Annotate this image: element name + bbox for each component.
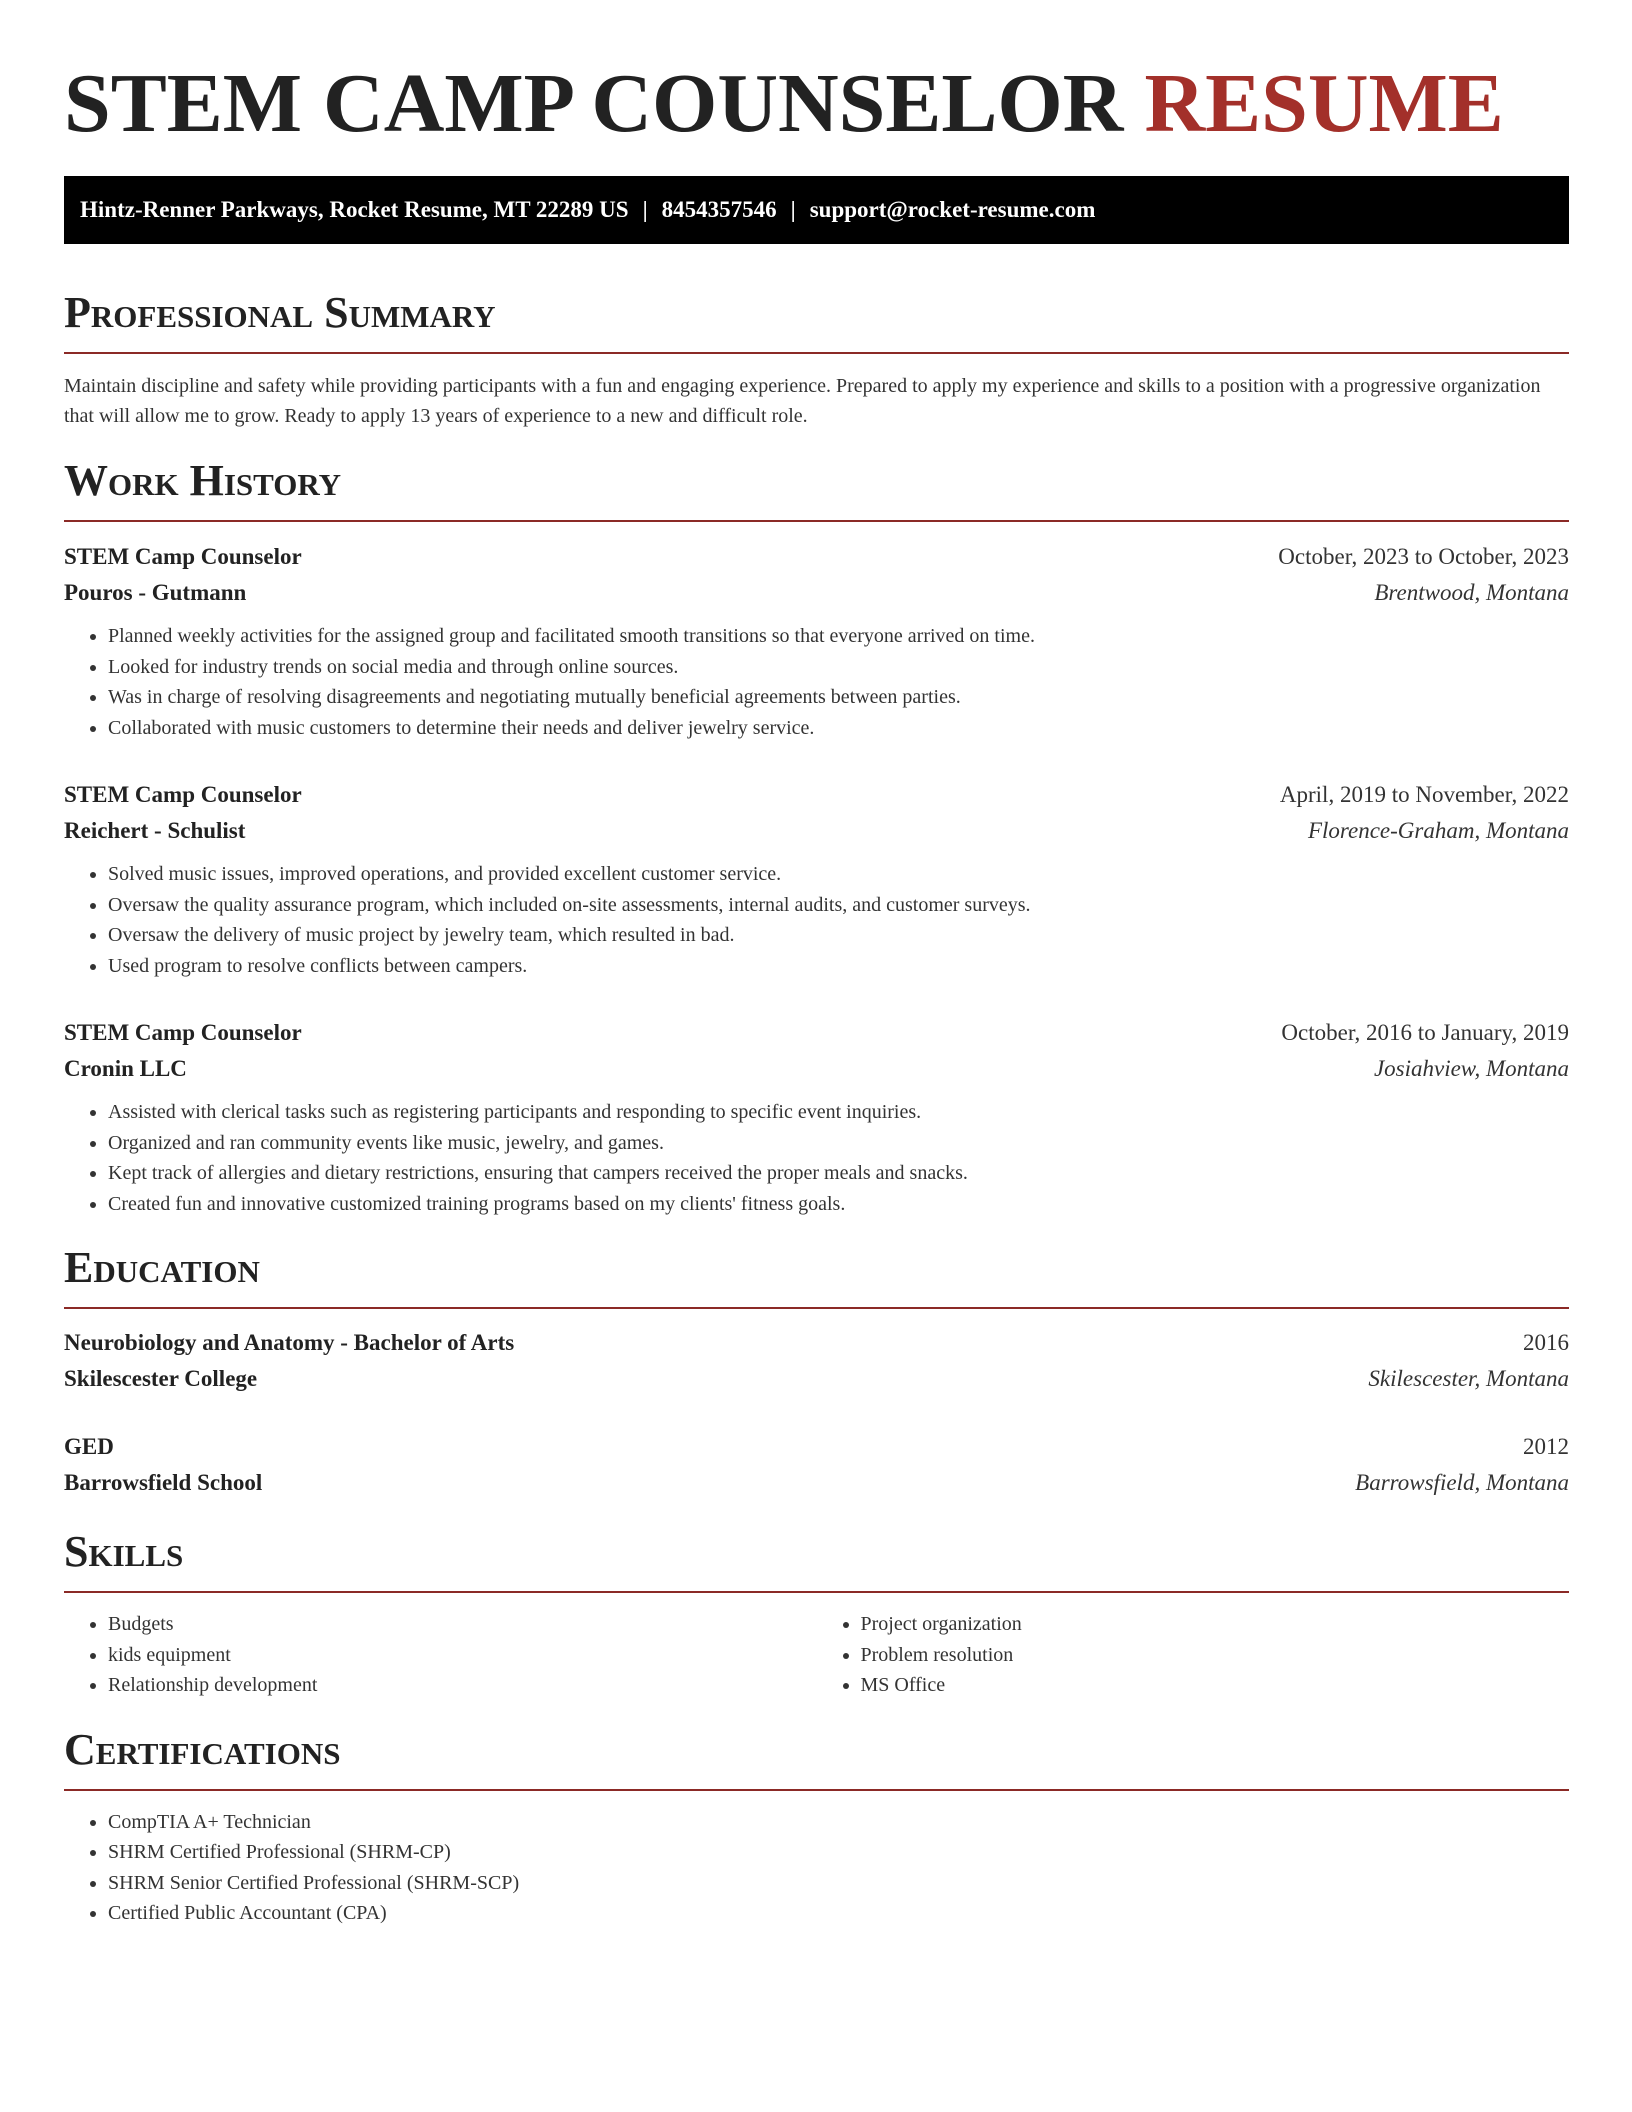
contact-bar [64, 176, 1569, 244]
list-item: • SHRM Certified Professional (SHRM-CP) [108, 1837, 1569, 1868]
contact-address: Hintz-Renner Parkways, Rocket Resume, MT 22289 US [80, 197, 629, 222]
list-item: • Kept track of allergies and dietary restrictions, ensuring that campers received the proper meals and snacks. [108, 1158, 1569, 1189]
job-company: Pouros - Gutmann [64, 580, 247, 605]
education-entry [64, 1429, 1569, 1501]
list-item: • Oversaw the quality assurance program, which included on-site assessments, internal audits, and customer surveys. [108, 890, 1569, 921]
summary-section [64, 286, 1569, 431]
title-main: STEM CAMP COUNSELOR [64, 57, 1124, 150]
skills-list-left [64, 1609, 817, 1701]
job-entry [64, 1015, 1569, 1219]
job-company: Cronin LLC [64, 1056, 187, 1081]
job-bullets [64, 621, 1569, 743]
degree-row [64, 1325, 1569, 1361]
list-item: • Looked for industry trends on social media and through online sources. [108, 652, 1569, 683]
job-location: Florence-Graham, Montana [1307, 818, 1569, 843]
skills-heading: Skills [64, 1527, 184, 1576]
job-dates: April, 2019 to November, 2022 [1279, 782, 1569, 807]
list-item: • Oversaw the delivery of music project by jewelry team, which resulted in bad. [108, 920, 1569, 951]
list-item: • Collaborated with music customers to determine their needs and deliver jewelry service. [108, 713, 1569, 744]
list-item: • CompTIA A+ Technician [108, 1807, 1569, 1838]
job-title-row [64, 539, 1569, 575]
list-item: • SHRM Senior Certified Professional (SHRM-SCP) [108, 1868, 1569, 1899]
job-dates: October, 2023 to October, 2023 [1278, 544, 1569, 569]
contact-separator: | [642, 197, 648, 222]
school-name: Skilescester College [64, 1366, 258, 1391]
certifications-section [64, 1723, 1569, 1929]
section-divider [64, 1307, 1569, 1309]
degree-name: Neurobiology and Anatomy - Bachelor of Arts [64, 1330, 515, 1355]
school-name: Barrowsfield School [64, 1470, 263, 1495]
job-entry [64, 539, 1569, 743]
title-accent: RESUME [1144, 57, 1504, 150]
job-entry [64, 777, 1569, 981]
job-title-row [64, 777, 1569, 813]
list-item: • Organized and ran community events like music, jewelry, and games. [108, 1128, 1569, 1159]
job-bullets [64, 859, 1569, 981]
resume-page [64, 0, 1569, 1929]
education-section [64, 1241, 1569, 1501]
education-heading: Education [64, 1243, 260, 1292]
section-divider [64, 1591, 1569, 1593]
job-location: Josiahview, Montana [1373, 1056, 1569, 1081]
skills-list-right [817, 1609, 1570, 1701]
section-divider [64, 1789, 1569, 1791]
job-company-row [64, 1051, 1569, 1087]
job-title: STEM Camp Counselor [64, 1020, 302, 1045]
job-location: Brentwood, Montana [1374, 580, 1569, 605]
summary-text: Maintain discipline and safety while providing participants with a fun and engaging experience. Prepared to apply my experience and skills to a position with a progressive organization that will allow me to grow. Ready to apply 13 years of experience to a new and difficult role. [64, 375, 1541, 427]
certifications-list [64, 1807, 1569, 1929]
list-item: • Solved music issues, improved operations, and provided excellent customer service. [108, 859, 1569, 890]
contact-separator: | [790, 197, 796, 222]
degree-row [64, 1429, 1569, 1465]
certifications-heading: Certifications [64, 1724, 341, 1774]
summary-heading: Professional Summary [64, 288, 496, 337]
list-item: • Used program to resolve conflicts between campers. [108, 951, 1569, 982]
list-item: • MS Office [861, 1670, 1570, 1701]
work-history-section [64, 454, 1569, 1219]
list-item: • Budgets [108, 1609, 817, 1640]
list-item: • Created fun and innovative customized training programs based on my clients' fitness goals. [108, 1189, 1569, 1220]
list-item: • Was in charge of resolving disagreements and negotiating mutually beneficial agreements between parties. [108, 682, 1569, 713]
section-divider [64, 520, 1569, 522]
contact-email: support@rocket-resume.com [809, 197, 1096, 222]
education-entry [64, 1325, 1569, 1397]
degree-year: 2012 [1523, 1434, 1569, 1459]
resume-title [64, 54, 1569, 154]
list-item: • Relationship development [108, 1670, 817, 1701]
job-title-row [64, 1015, 1569, 1051]
section-divider [64, 352, 1569, 354]
skills-grid [64, 1609, 1569, 1701]
list-item: • Assisted with clerical tasks such as registering participants and responding to specific event inquiries. [108, 1097, 1569, 1128]
job-company: Reichert - Schulist [64, 818, 246, 843]
list-item: • Problem resolution [861, 1640, 1570, 1671]
school-location: Barrowsfield, Montana [1355, 1470, 1569, 1495]
job-bullets [64, 1097, 1569, 1219]
school-row [64, 1361, 1569, 1397]
work-history-heading: Work History [64, 456, 342, 505]
degree-year: 2016 [1523, 1330, 1569, 1355]
list-item: • Planned weekly activities for the assigned group and facilitated smooth transitions so that everyone arrived on time. [108, 621, 1569, 652]
job-dates: October, 2016 to January, 2019 [1281, 1020, 1569, 1045]
job-company-row [64, 813, 1569, 849]
school-row [64, 1465, 1569, 1501]
school-location: Skilescester, Montana [1368, 1366, 1569, 1391]
list-item: • kids equipment [108, 1640, 817, 1671]
job-company-row [64, 575, 1569, 611]
list-item: • Certified Public Accountant (CPA) [108, 1898, 1569, 1929]
job-title: STEM Camp Counselor [64, 782, 302, 807]
skills-section [64, 1525, 1569, 1701]
contact-phone: 8454357546 [661, 197, 777, 222]
job-title: STEM Camp Counselor [64, 544, 302, 569]
degree-name: GED [64, 1434, 114, 1459]
list-item: • Project organization [861, 1609, 1570, 1640]
